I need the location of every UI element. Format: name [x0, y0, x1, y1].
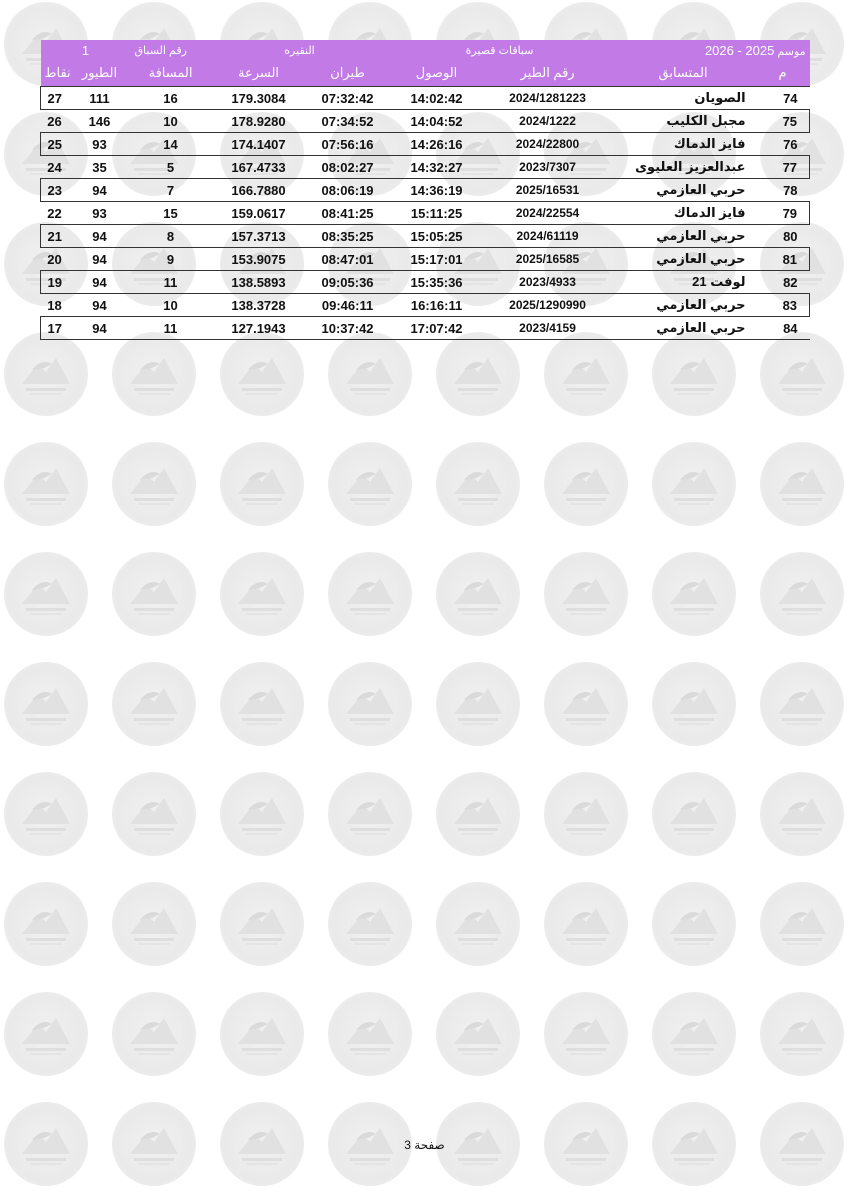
cell-flight: 08:47:01: [307, 248, 389, 271]
cell-flight: 08:35:25: [307, 225, 389, 248]
watermark-pigeon-club-logo-icon: [760, 882, 844, 966]
cell-points: 17: [41, 317, 69, 340]
cell-arrival: 16:16:11: [389, 294, 485, 317]
watermark-pigeon-club-logo-icon: [436, 992, 520, 1076]
cell-distance: 14: [131, 133, 211, 156]
watermark-pigeon-club-logo-icon: [4, 552, 88, 636]
cell-arrival: 14:02:42: [389, 87, 485, 110]
cell-points: 27: [41, 87, 69, 110]
watermark-pigeon-club-logo-icon: [4, 772, 88, 856]
table-row: [41, 225, 810, 248]
watermark-pigeon-club-logo-icon: [652, 442, 736, 526]
watermark-pigeon-club-logo-icon: [436, 772, 520, 856]
cell-index: 79: [756, 202, 810, 225]
cell-distance: 11: [131, 317, 211, 340]
cell-arrival: 14:04:52: [389, 110, 485, 133]
watermark-pigeon-club-logo-icon: [328, 442, 412, 526]
watermark-pigeon-club-logo-icon: [760, 552, 844, 636]
cell-ring: 2024/22800: [485, 133, 611, 156]
cell-points: 20: [41, 248, 69, 271]
watermark-pigeon-club-logo-icon: [436, 882, 520, 966]
cell-index: 78: [756, 179, 810, 202]
table-row: [41, 133, 810, 156]
watermark-pigeon-club-logo-icon: [112, 992, 196, 1076]
watermark-pigeon-club-logo-icon: [760, 772, 844, 856]
race-info-bar: [41, 40, 810, 60]
cell-speed: 157.3713: [211, 225, 307, 248]
page-number: صفحة 3: [404, 1138, 445, 1152]
cell-distance: 7: [131, 179, 211, 202]
watermark-pigeon-club-logo-icon: [544, 992, 628, 1076]
cell-arrival: 15:35:36: [389, 271, 485, 294]
watermark-pigeon-club-logo-icon: [328, 332, 412, 416]
cell-arrival: 15:17:01: [389, 248, 485, 271]
cell-speed: 138.5893: [211, 271, 307, 294]
watermark-pigeon-club-logo-icon: [220, 772, 304, 856]
watermark-pigeon-club-logo-icon: [328, 882, 412, 966]
cell-flight: 09:46:11: [307, 294, 389, 317]
cell-birds: 94: [69, 271, 131, 294]
cell-arrival: 14:36:19: [389, 179, 485, 202]
cell-speed: 166.7880: [211, 179, 307, 202]
cell-index: 80: [756, 225, 810, 248]
cell-ring: 2024/22554: [485, 202, 611, 225]
watermark-pigeon-club-logo-icon: [4, 992, 88, 1076]
season-years: 2026 - 2025: [704, 42, 775, 58]
cell-birds: 93: [69, 133, 131, 156]
cell-distance: 15: [131, 202, 211, 225]
watermark-pigeon-club-logo-icon: [4, 332, 88, 416]
cell-index: 84: [756, 317, 810, 340]
cell-competitor: الصويان: [611, 87, 756, 110]
watermark-pigeon-club-logo-icon: [544, 882, 628, 966]
watermark-pigeon-club-logo-icon: [652, 552, 736, 636]
watermark-pigeon-club-logo-icon: [328, 552, 412, 636]
cell-arrival: 15:11:25: [389, 202, 485, 225]
cell-competitor: عبدالعزيز العليوى: [611, 156, 756, 179]
cell-distance: 10: [131, 110, 211, 133]
col-competitor: المتسابق: [611, 60, 756, 87]
table-row: [41, 317, 810, 340]
watermark-pigeon-club-logo-icon: [544, 442, 628, 526]
cell-competitor: حربي العازمي: [611, 179, 756, 202]
cell-index: 74: [756, 87, 810, 110]
watermark-pigeon-club-logo-icon: [112, 772, 196, 856]
watermark-pigeon-club-logo-icon: [4, 662, 88, 746]
cell-arrival: 17:07:42: [389, 317, 485, 340]
cell-competitor: لوفت 21: [611, 271, 756, 294]
table-row: [41, 179, 810, 202]
watermark-pigeon-club-logo-icon: [544, 552, 628, 636]
col-arrival: الوصول: [389, 60, 485, 87]
cell-points: 18: [41, 294, 69, 317]
table-row: [41, 294, 810, 317]
cell-birds: 94: [69, 225, 131, 248]
cell-competitor: حربي العازمي: [611, 225, 756, 248]
cell-index: 77: [756, 156, 810, 179]
table-row: [41, 156, 810, 179]
cell-birds: 146: [69, 110, 131, 133]
cell-points: 22: [41, 202, 69, 225]
cell-arrival: 14:32:27: [389, 156, 485, 179]
cell-ring: 2024/61119: [485, 225, 611, 248]
cell-flight: 08:06:19: [307, 179, 389, 202]
cell-points: 23: [41, 179, 69, 202]
cell-flight: 10:37:42: [307, 317, 389, 340]
watermark-pigeon-club-logo-icon: [436, 552, 520, 636]
cell-speed: 138.3728: [211, 294, 307, 317]
cell-ring: 2023/4933: [485, 271, 611, 294]
cell-flight: 07:32:42: [307, 87, 389, 110]
watermark-pigeon-club-logo-icon: [544, 332, 628, 416]
cell-points: 25: [41, 133, 69, 156]
table-row: [41, 87, 810, 110]
cell-speed: 127.1943: [211, 317, 307, 340]
col-distance: المسافة: [131, 60, 211, 87]
watermark-pigeon-club-logo-icon: [652, 882, 736, 966]
table-row: [41, 110, 810, 133]
season: [611, 40, 810, 60]
watermark-pigeon-club-logo-icon: [220, 882, 304, 966]
cell-flight: 09:05:36: [307, 271, 389, 294]
cell-index: 82: [756, 271, 810, 294]
watermark-pigeon-club-logo-icon: [112, 332, 196, 416]
cell-competitor: حربي العازمي: [611, 317, 756, 340]
col-points: نقاط: [41, 60, 69, 87]
watermark-pigeon-club-logo-icon: [220, 992, 304, 1076]
cell-competitor: حربي العازمي: [611, 248, 756, 271]
cell-birds: 93: [69, 202, 131, 225]
season-label: موسم: [777, 45, 806, 58]
col-ring: رقم الطير: [485, 60, 611, 87]
cell-distance: 8: [131, 225, 211, 248]
cell-arrival: 15:05:25: [389, 225, 485, 248]
watermark-pigeon-club-logo-icon: [328, 772, 412, 856]
cell-speed: 167.4733: [211, 156, 307, 179]
cell-distance: 16: [131, 87, 211, 110]
cell-speed: 174.1407: [211, 133, 307, 156]
cell-ring: 2023/4159: [485, 317, 611, 340]
watermark-pigeon-club-logo-icon: [112, 882, 196, 966]
cell-points: 19: [41, 271, 69, 294]
watermark-pigeon-club-logo-icon: [436, 332, 520, 416]
watermark-pigeon-club-logo-icon: [4, 442, 88, 526]
release-point: النقيره: [211, 40, 389, 60]
cell-competitor: حربي العازمي: [611, 294, 756, 317]
watermark-pigeon-club-logo-icon: [436, 442, 520, 526]
cell-birds: 94: [69, 294, 131, 317]
cell-birds: 94: [69, 317, 131, 340]
watermark-pigeon-club-logo-icon: [760, 992, 844, 1076]
cell-birds: 35: [69, 156, 131, 179]
watermark-pigeon-club-logo-icon: [328, 992, 412, 1076]
cell-index: 76: [756, 133, 810, 156]
race-number-label: رقم السباق: [131, 40, 211, 60]
cell-speed: 178.9280: [211, 110, 307, 133]
cell-ring: 2025/16531: [485, 179, 611, 202]
cell-index: 83: [756, 294, 810, 317]
cell-speed: 179.3084: [211, 87, 307, 110]
column-header-row: [41, 60, 810, 87]
cell-ring: 2023/7307: [485, 156, 611, 179]
cell-points: 24: [41, 156, 69, 179]
cell-distance: 10: [131, 294, 211, 317]
watermark-pigeon-club-logo-icon: [760, 662, 844, 746]
cell-birds: 94: [69, 179, 131, 202]
watermark-pigeon-club-logo-icon: [328, 662, 412, 746]
col-index: م: [756, 60, 810, 87]
cell-index: 81: [756, 248, 810, 271]
cell-competitor: فايز الدماك: [611, 202, 756, 225]
watermark-pigeon-club-logo-icon: [112, 552, 196, 636]
cell-points: 26: [41, 110, 69, 133]
watermark-pigeon-club-logo-icon: [544, 662, 628, 746]
race-number: [41, 40, 131, 60]
cell-arrival: 14:26:16: [389, 133, 485, 156]
watermark-pigeon-club-logo-icon: [220, 442, 304, 526]
results-body: [41, 87, 810, 340]
results-table: [40, 40, 810, 340]
cell-speed: 159.0617: [211, 202, 307, 225]
cell-birds: 111: [69, 87, 131, 110]
cell-birds: 94: [69, 248, 131, 271]
cell-distance: 9: [131, 248, 211, 271]
cell-index: 75: [756, 110, 810, 133]
watermark-pigeon-club-logo-icon: [544, 772, 628, 856]
race-category: سباقات قصيرة: [389, 40, 611, 60]
watermark-pigeon-club-logo-icon: [112, 662, 196, 746]
watermark-pigeon-club-logo-icon: [652, 992, 736, 1076]
cell-competitor: مجبل الكليب: [611, 110, 756, 133]
col-speed: السرعة: [211, 60, 307, 87]
cell-distance: 11: [131, 271, 211, 294]
watermark-pigeon-club-logo-icon: [652, 662, 736, 746]
cell-flight: 08:02:27: [307, 156, 389, 179]
cell-flight: 08:41:25: [307, 202, 389, 225]
watermark-pigeon-club-logo-icon: [220, 552, 304, 636]
cell-ring: 2024/1281223: [485, 87, 611, 110]
results-sheet: [40, 40, 809, 340]
watermark-pigeon-club-logo-icon: [760, 442, 844, 526]
table-row: [41, 248, 810, 271]
cell-flight: 07:34:52: [307, 110, 389, 133]
watermark-pigeon-club-logo-icon: [220, 662, 304, 746]
race-number-value: 1: [81, 42, 90, 58]
watermark-pigeon-club-logo-icon: [436, 662, 520, 746]
cell-distance: 5: [131, 156, 211, 179]
cell-ring: 2024/1222: [485, 110, 611, 133]
watermark-pigeon-club-logo-icon: [4, 882, 88, 966]
table-row: [41, 271, 810, 294]
cell-points: 21: [41, 225, 69, 248]
table-row: [41, 202, 810, 225]
watermark-pigeon-club-logo-icon: [112, 442, 196, 526]
watermark-pigeon-club-logo-icon: [652, 772, 736, 856]
watermark-pigeon-club-logo-icon: [220, 332, 304, 416]
cell-ring: 2025/1290990: [485, 294, 611, 317]
watermark-pigeon-club-logo-icon: [760, 332, 844, 416]
col-birds: الطيور: [69, 60, 131, 87]
col-flight: طيران: [307, 60, 389, 87]
watermark-pigeon-club-logo-icon: [652, 332, 736, 416]
cell-speed: 153.9075: [211, 248, 307, 271]
cell-ring: 2025/16585: [485, 248, 611, 271]
cell-competitor: فايز الدماك: [611, 133, 756, 156]
cell-flight: 07:56:16: [307, 133, 389, 156]
